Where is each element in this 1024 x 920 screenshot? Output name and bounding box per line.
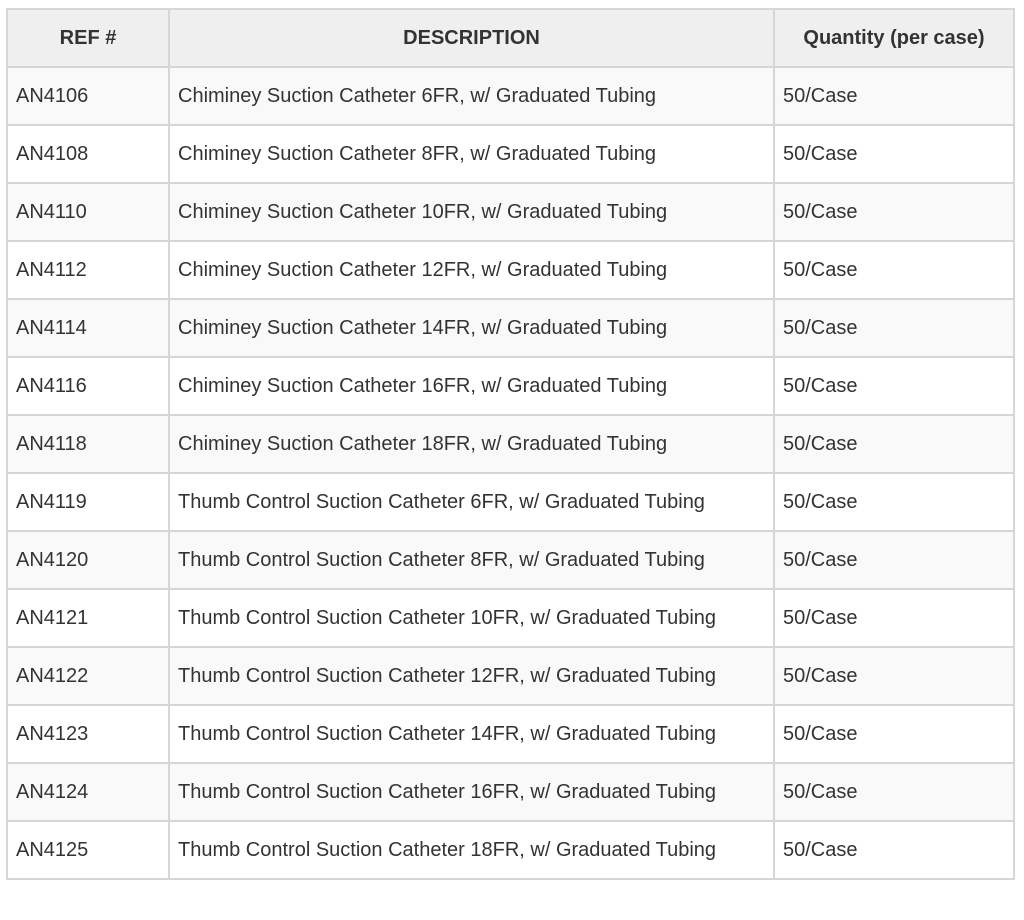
cell-description: Chiminey Suction Catheter 12FR, w/ Graduated Tubing bbox=[169, 241, 774, 299]
table-row bbox=[7, 125, 1014, 183]
cell-ref: AN4124 bbox=[7, 763, 169, 821]
cell-quantity: 50/Case bbox=[774, 531, 1014, 589]
cell-quantity: 50/Case bbox=[774, 705, 1014, 763]
table-row bbox=[7, 241, 1014, 299]
cell-description: Chiminey Suction Catheter 18FR, w/ Graduated Tubing bbox=[169, 415, 774, 473]
table-row bbox=[7, 705, 1014, 763]
cell-quantity: 50/Case bbox=[774, 589, 1014, 647]
header-quantity: Quantity (per case) bbox=[774, 9, 1014, 67]
table-row bbox=[7, 357, 1014, 415]
cell-description: Thumb Control Suction Catheter 10FR, w/ Graduated Tubing bbox=[169, 589, 774, 647]
cell-ref: AN4108 bbox=[7, 125, 169, 183]
header-description: DESCRIPTION bbox=[169, 9, 774, 67]
cell-quantity: 50/Case bbox=[774, 763, 1014, 821]
cell-quantity: 50/Case bbox=[774, 299, 1014, 357]
header-ref: REF # bbox=[7, 9, 169, 67]
cell-description: Thumb Control Suction Catheter 16FR, w/ Graduated Tubing bbox=[169, 763, 774, 821]
product-table bbox=[6, 8, 1015, 880]
table-row bbox=[7, 415, 1014, 473]
table-row bbox=[7, 67, 1014, 125]
cell-description: Thumb Control Suction Catheter 18FR, w/ Graduated Tubing bbox=[169, 821, 774, 879]
cell-description: Chiminey Suction Catheter 14FR, w/ Graduated Tubing bbox=[169, 299, 774, 357]
cell-description: Chiminey Suction Catheter 10FR, w/ Graduated Tubing bbox=[169, 183, 774, 241]
cell-quantity: 50/Case bbox=[774, 125, 1014, 183]
cell-description: Chiminey Suction Catheter 16FR, w/ Graduated Tubing bbox=[169, 357, 774, 415]
table-row bbox=[7, 299, 1014, 357]
cell-quantity: 50/Case bbox=[774, 357, 1014, 415]
cell-quantity: 50/Case bbox=[774, 241, 1014, 299]
cell-quantity: 50/Case bbox=[774, 647, 1014, 705]
cell-ref: AN4106 bbox=[7, 67, 169, 125]
cell-description: Thumb Control Suction Catheter 8FR, w/ Graduated Tubing bbox=[169, 531, 774, 589]
cell-ref: AN4114 bbox=[7, 299, 169, 357]
cell-quantity: 50/Case bbox=[774, 415, 1014, 473]
cell-description: Thumb Control Suction Catheter 6FR, w/ Graduated Tubing bbox=[169, 473, 774, 531]
cell-ref: AN4112 bbox=[7, 241, 169, 299]
table-row bbox=[7, 589, 1014, 647]
cell-quantity: 50/Case bbox=[774, 183, 1014, 241]
cell-ref: AN4110 bbox=[7, 183, 169, 241]
cell-description: Chiminey Suction Catheter 6FR, w/ Graduated Tubing bbox=[169, 67, 774, 125]
cell-ref: AN4122 bbox=[7, 647, 169, 705]
cell-description: Chiminey Suction Catheter 8FR, w/ Graduated Tubing bbox=[169, 125, 774, 183]
cell-quantity: 50/Case bbox=[774, 821, 1014, 879]
cell-ref: AN4125 bbox=[7, 821, 169, 879]
cell-quantity: 50/Case bbox=[774, 473, 1014, 531]
table-header-row bbox=[7, 9, 1014, 67]
cell-description: Thumb Control Suction Catheter 12FR, w/ Graduated Tubing bbox=[169, 647, 774, 705]
table-row bbox=[7, 473, 1014, 531]
table-row bbox=[7, 763, 1014, 821]
cell-description: Thumb Control Suction Catheter 14FR, w/ Graduated Tubing bbox=[169, 705, 774, 763]
cell-ref: AN4116 bbox=[7, 357, 169, 415]
table-row bbox=[7, 183, 1014, 241]
table-row bbox=[7, 531, 1014, 589]
table-row bbox=[7, 821, 1014, 879]
cell-quantity: 50/Case bbox=[774, 67, 1014, 125]
cell-ref: AN4121 bbox=[7, 589, 169, 647]
cell-ref: AN4120 bbox=[7, 531, 169, 589]
cell-ref: AN4123 bbox=[7, 705, 169, 763]
table-row bbox=[7, 647, 1014, 705]
cell-ref: AN4119 bbox=[7, 473, 169, 531]
cell-ref: AN4118 bbox=[7, 415, 169, 473]
